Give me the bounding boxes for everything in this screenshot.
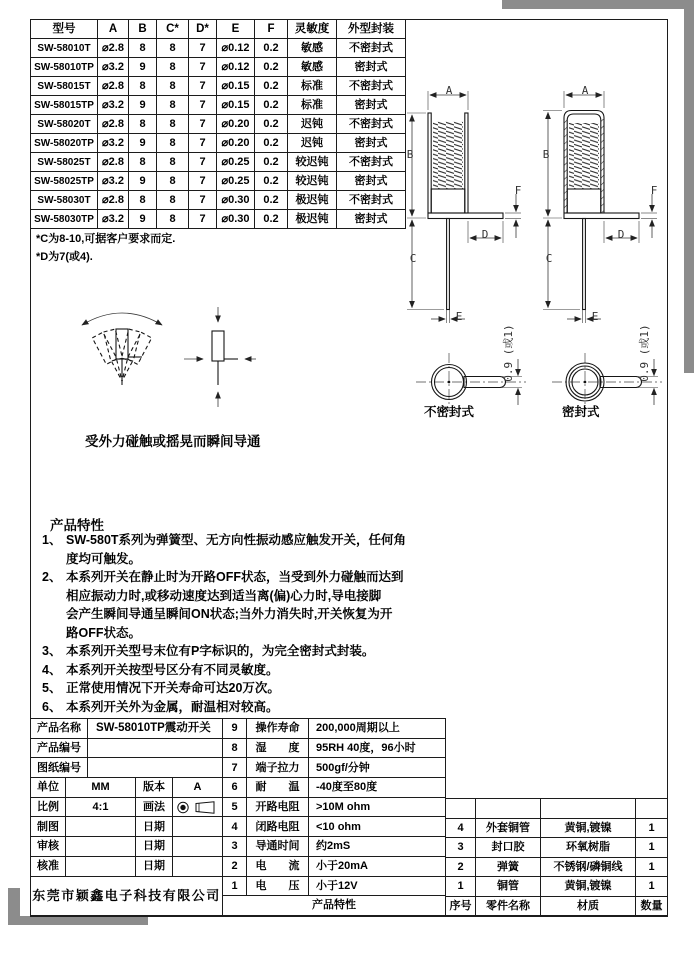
scale-label: 比例 [31,797,66,817]
table-cell: 不密封式 [337,191,406,210]
table-cell: 1 [636,818,668,838]
table-cell: 8 [157,115,189,134]
table-cell: 密封式 [337,210,406,229]
table-cell: ⌀0.20 [217,115,255,134]
feature-item [42,568,444,642]
table-row [446,877,668,897]
table-cell: 7 [189,210,217,229]
table-row [446,857,668,877]
table-cell: 8 [223,738,247,758]
table-cell [541,799,636,819]
drawing-no-label: 图纸编号 [31,758,88,778]
draft-date-label: 日期 [136,817,173,837]
note-c: *C为8-10,可据客户要求而定. [36,233,176,245]
table-cell: 8 [129,39,157,58]
table-cell: 0.2 [255,153,288,172]
table-row [31,115,406,134]
table-cell: 导通时间 [247,837,309,857]
table-cell: 约2mS [309,837,446,857]
table-cell: 开路电阻 [247,797,309,817]
feature-number: 2、 [42,570,62,584]
table-cell: 敏感 [288,39,337,58]
dim-label-c: C [409,252,417,265]
dim-label-f2: F [650,184,658,197]
table-cell: 耐 温 [247,778,309,798]
feature-item [42,698,444,717]
dim-label-a: A [445,84,453,97]
table-cell: 外型封装 [337,20,406,39]
table-cell: 8 [129,77,157,96]
table-cell: 7 [189,77,217,96]
dim-label-c2: C [545,252,553,265]
table-cell: 1 [636,857,668,877]
table-cell: 2 [446,857,476,877]
table-cell: 不密封式 [337,77,406,96]
table-cell: 8 [157,134,189,153]
table-cell [476,799,541,819]
approve-label: 核准 [31,856,66,876]
table-cell: ⌀3.2 [98,96,129,115]
parts-header-row [446,896,668,916]
table-cell: 9 [129,134,157,153]
dim-label-d: D [481,228,489,241]
product-name-value: SW-58010TP震动开关 [88,719,223,739]
draft-label: 制图 [31,817,66,837]
feature-text: 本系列开关在静止时为开路OFF状态，当受到外力碰触而达到 相应振动力时,或移动速度达到适当离(偏)心力时,导电接脚 会产生瞬间导通呈瞬间ON状态;当外力消失时,开关恢复为开 路OFF状态。 [66,570,404,640]
table-cell: 型号 [31,20,98,39]
table-cell: 7 [189,172,217,191]
table-cell: F [255,20,288,39]
scan-shadow-top [502,0,694,9]
table-cell: 极迟钝 [288,210,337,229]
table-cell: SW-58010TP [31,58,98,77]
table-cell: 小于20mA [309,856,446,876]
table-cell: 0.2 [255,77,288,96]
parts-header-no: 序号 [446,896,476,916]
table-cell: 封口胶 [476,838,541,858]
table-cell: 铜管 [476,877,541,897]
dim-label-a2: A [581,84,589,97]
table-row [223,837,446,857]
table-cell: 不密封式 [337,115,406,134]
table-cell: SW-58030TP [31,210,98,229]
side-view-sealed-drawing [534,82,679,328]
review-date-value [173,837,223,857]
table-cell: 8 [129,115,157,134]
table-cell: 0.2 [255,58,288,77]
shake-motion-diagram [72,303,267,415]
table-cell: 迟钝 [288,134,337,153]
table-cell: ⌀2.8 [98,153,129,172]
table-cell: ⌀0.30 [217,210,255,229]
table-cell: 密封式 [337,134,406,153]
table-cell: B [129,20,157,39]
table-cell: 敏感 [288,58,337,77]
table-cell: 密封式 [337,58,406,77]
table-cell: ⌀0.30 [217,191,255,210]
lead-dim-label-sealed: 0.9 (或1) [638,324,651,382]
table-cell: 黄铜,镀镍 [541,818,636,838]
table-cell: 0.2 [255,115,288,134]
table-header-row [31,20,406,39]
dim-label-b2: B [542,148,550,161]
projection-symbol-cell [173,797,223,817]
table-cell: 0.2 [255,172,288,191]
table-cell: 黄铜,镀镍 [541,877,636,897]
table-cell: 9 [129,96,157,115]
table-cell: 不锈钢/磷铜线 [541,857,636,877]
table-cell: 7 [189,39,217,58]
table-cell: 灵敏度 [288,20,337,39]
table-cell: 较迟钝 [288,153,337,172]
scale-value: 4:1 [66,797,136,817]
draft-date-value [173,817,223,837]
table-row [446,799,668,819]
scan-shadow-right [684,0,694,373]
table-cell: 1 [223,876,247,896]
table-cell: 不密封式 [337,39,406,58]
bottom-view-sealed-drawing [534,330,679,425]
table-cell: ⌀0.25 [217,153,255,172]
table-row [223,758,446,778]
table-cell: 500gf/分钟 [309,758,446,778]
approve-value [66,856,136,876]
table-cell: ⌀3.2 [98,210,129,229]
table-cell: 7 [189,153,217,172]
open-view-caption: 不密封式 [424,405,475,419]
lead-dim-label-open: 0.9 (或1) [502,324,515,382]
table-row [223,856,446,876]
table-cell: ⌀3.2 [98,58,129,77]
feature-number: 6、 [42,699,62,714]
feature-item [42,531,444,568]
table-cell: SW-58015T [31,77,98,96]
approve-date-label: 日期 [136,856,173,876]
specs-footer: 产品特性 [223,896,446,916]
table-row [446,838,668,858]
product-name-label: 产品名称 [31,719,88,739]
feature-text: 本系列开关外为金属，耐温相对较高。 [66,699,279,714]
table-row [31,96,406,115]
table-cell: SW-58030T [31,191,98,210]
table-cell: 6 [223,778,247,798]
table-cell: <10 ohm [309,817,446,837]
table-cell: 1 [446,877,476,897]
table-cell: ⌀3.2 [98,172,129,191]
table-cell: 迟钝 [288,115,337,134]
table-cell: ⌀0.15 [217,96,255,115]
table-cell: >10M ohm [309,797,446,817]
table-cell: ⌀0.12 [217,58,255,77]
table-row [223,876,446,896]
table-cell: E [217,20,255,39]
table-cell: 7 [189,191,217,210]
feature-number: 1、 [42,533,62,547]
table-row [223,797,446,817]
table-cell: 环氧树脂 [541,838,636,858]
table-cell: D* [189,20,217,39]
table-row [223,817,446,837]
table-cell: 8 [157,172,189,191]
review-value [66,837,136,857]
side-view-open-drawing [398,82,543,328]
table-cell: 密封式 [337,172,406,191]
dim-label-d2: D [617,228,625,241]
draft-value [66,817,136,837]
table-cell: 9 [129,210,157,229]
parts-header-material: 材质 [541,896,636,916]
table-cell [636,799,668,819]
features-list [42,531,444,716]
table-cell: 8 [157,58,189,77]
table-cell: ⌀2.8 [98,191,129,210]
table-cell: 8 [157,191,189,210]
product-no-label: 产品编号 [31,738,88,758]
product-no-value [88,738,223,758]
table-cell: 外套铜管 [476,818,541,838]
table-cell: SW-58015TP [31,96,98,115]
table-cell: -40度至80度 [309,778,446,798]
table-cell: 电 压 [247,876,309,896]
table-cell: 8 [157,153,189,172]
table-cell: 9 [129,58,157,77]
table-cell: 0.2 [255,134,288,153]
feature-text: 本系列开关按型号区分有不同灵敏度。 [66,662,279,677]
feature-text: SW-580T系列为弹簧型、无方向性振动感应触发开关，任何角 度均可触发。 [66,533,407,566]
dim-label-b: B [406,148,414,161]
table-cell: 湿 度 [247,738,309,758]
table-cell: C* [157,20,189,39]
dim-label-e: E [455,310,463,323]
feature-text: 本系列开关型号末位有P字标识的，为完全密封式封装。 [66,644,375,658]
table-cell: 密封式 [337,96,406,115]
table-cell: 8 [157,39,189,58]
table-row [31,210,406,229]
table-cell: 0.2 [255,39,288,58]
parts-header-qty: 数量 [636,896,668,916]
table-cell: ⌀2.8 [98,77,129,96]
table-cell [446,799,476,819]
note-d: *D为7(或4). [36,251,93,263]
table-cell: 8 [157,96,189,115]
unit-value: MM [66,778,136,798]
titleblock-left [30,718,223,916]
table-cell: 7 [189,134,217,153]
table-row [446,818,668,838]
table-cell: ⌀0.15 [217,77,255,96]
table-cell: SW-58020TP [31,134,98,153]
table-cell: 7 [189,96,217,115]
approve-date-value [173,856,223,876]
table-row [31,58,406,77]
table-cell: SW-58025T [31,153,98,172]
version-label: 版本 [136,778,173,798]
review-label: 审核 [31,837,66,857]
table-row [31,134,406,153]
table-cell: ⌀2.8 [98,39,129,58]
table-cell: ⌀3.2 [98,134,129,153]
table-cell: 小于12V [309,876,446,896]
table-cell: 7 [189,115,217,134]
table-cell: 8 [129,153,157,172]
table-cell: 9 [223,719,247,739]
table-cell: 闭路电阻 [247,817,309,837]
table-cell: 200,000周期以上 [309,719,446,739]
table-cell: 8 [129,191,157,210]
table-cell: SW-58020T [31,115,98,134]
dim-label-f: F [514,184,522,197]
model-spec-table [30,19,406,229]
table-row [31,153,406,172]
table-cell: 2 [223,856,247,876]
feature-item [42,642,444,661]
unit-label: 单位 [31,778,66,798]
table-cell: ⌀0.25 [217,172,255,191]
table-cell: A [98,20,129,39]
method-label: 画法 [136,797,173,817]
table-cell: SW-58025TP [31,172,98,191]
review-date-label: 日期 [136,837,173,857]
table-row [223,719,446,739]
table-cell: 不密封式 [337,153,406,172]
company-name: 东莞市颖鑫电子科技有限公司 [31,876,223,915]
motion-caption: 受外力碰触或摇晃而瞬间导通 [85,434,261,449]
table-cell: SW-58010T [31,39,98,58]
table-cell: 极迟钝 [288,191,337,210]
table-cell: ⌀0.12 [217,39,255,58]
drawing-no-value [88,758,223,778]
table-cell: 3 [223,837,247,857]
table-cell: 标准 [288,96,337,115]
parts-table [445,798,668,916]
table-cell: 8 [157,210,189,229]
table-cell: 3 [446,838,476,858]
table-row [31,39,406,58]
table-cell: 标准 [288,77,337,96]
sealed-view-caption: 密封式 [562,405,600,419]
table-cell: 1 [636,838,668,858]
table-row [31,191,406,210]
feature-number: 4、 [42,662,62,677]
table-cell: 7 [189,58,217,77]
table-cell: 0.2 [255,96,288,115]
table-cell: ⌀0.20 [217,134,255,153]
projection-symbol-icon [176,801,220,814]
table-cell: 4 [223,817,247,837]
table-cell: 95RH 40度，96小时 [309,738,446,758]
version-value: A [173,778,223,798]
features-heading: 产品特性 [50,518,104,533]
table-cell: 9 [129,172,157,191]
table-cell: 0.2 [255,191,288,210]
table-cell: 0.2 [255,210,288,229]
table-row [31,77,406,96]
table-row [223,778,446,798]
parts-header-name: 零件名称 [476,896,541,916]
feature-item [42,661,444,680]
table-cell: 电 流 [247,856,309,876]
table-cell: 弹簧 [476,857,541,877]
scan-shadow-bottom-left-h [8,916,148,925]
feature-number: 5、 [42,681,62,695]
table-cell: ⌀2.8 [98,115,129,134]
table-cell: 4 [446,818,476,838]
feature-item [42,679,444,698]
table-cell: 5 [223,797,247,817]
table-cell: 7 [223,758,247,778]
table-cell: 1 [636,877,668,897]
table-cell: 较迟钝 [288,172,337,191]
table-cell: 操作寿命 [247,719,309,739]
table-row [223,738,446,758]
dim-label-e2: E [591,310,599,323]
table-cell: 端子拉力 [247,758,309,778]
table-cell: 8 [157,77,189,96]
feature-number: 3、 [42,644,62,658]
feature-text: 正常使用情况下开关寿命可达20万次。 [66,681,280,695]
titleblock-specs [222,718,446,916]
table-row [31,172,406,191]
